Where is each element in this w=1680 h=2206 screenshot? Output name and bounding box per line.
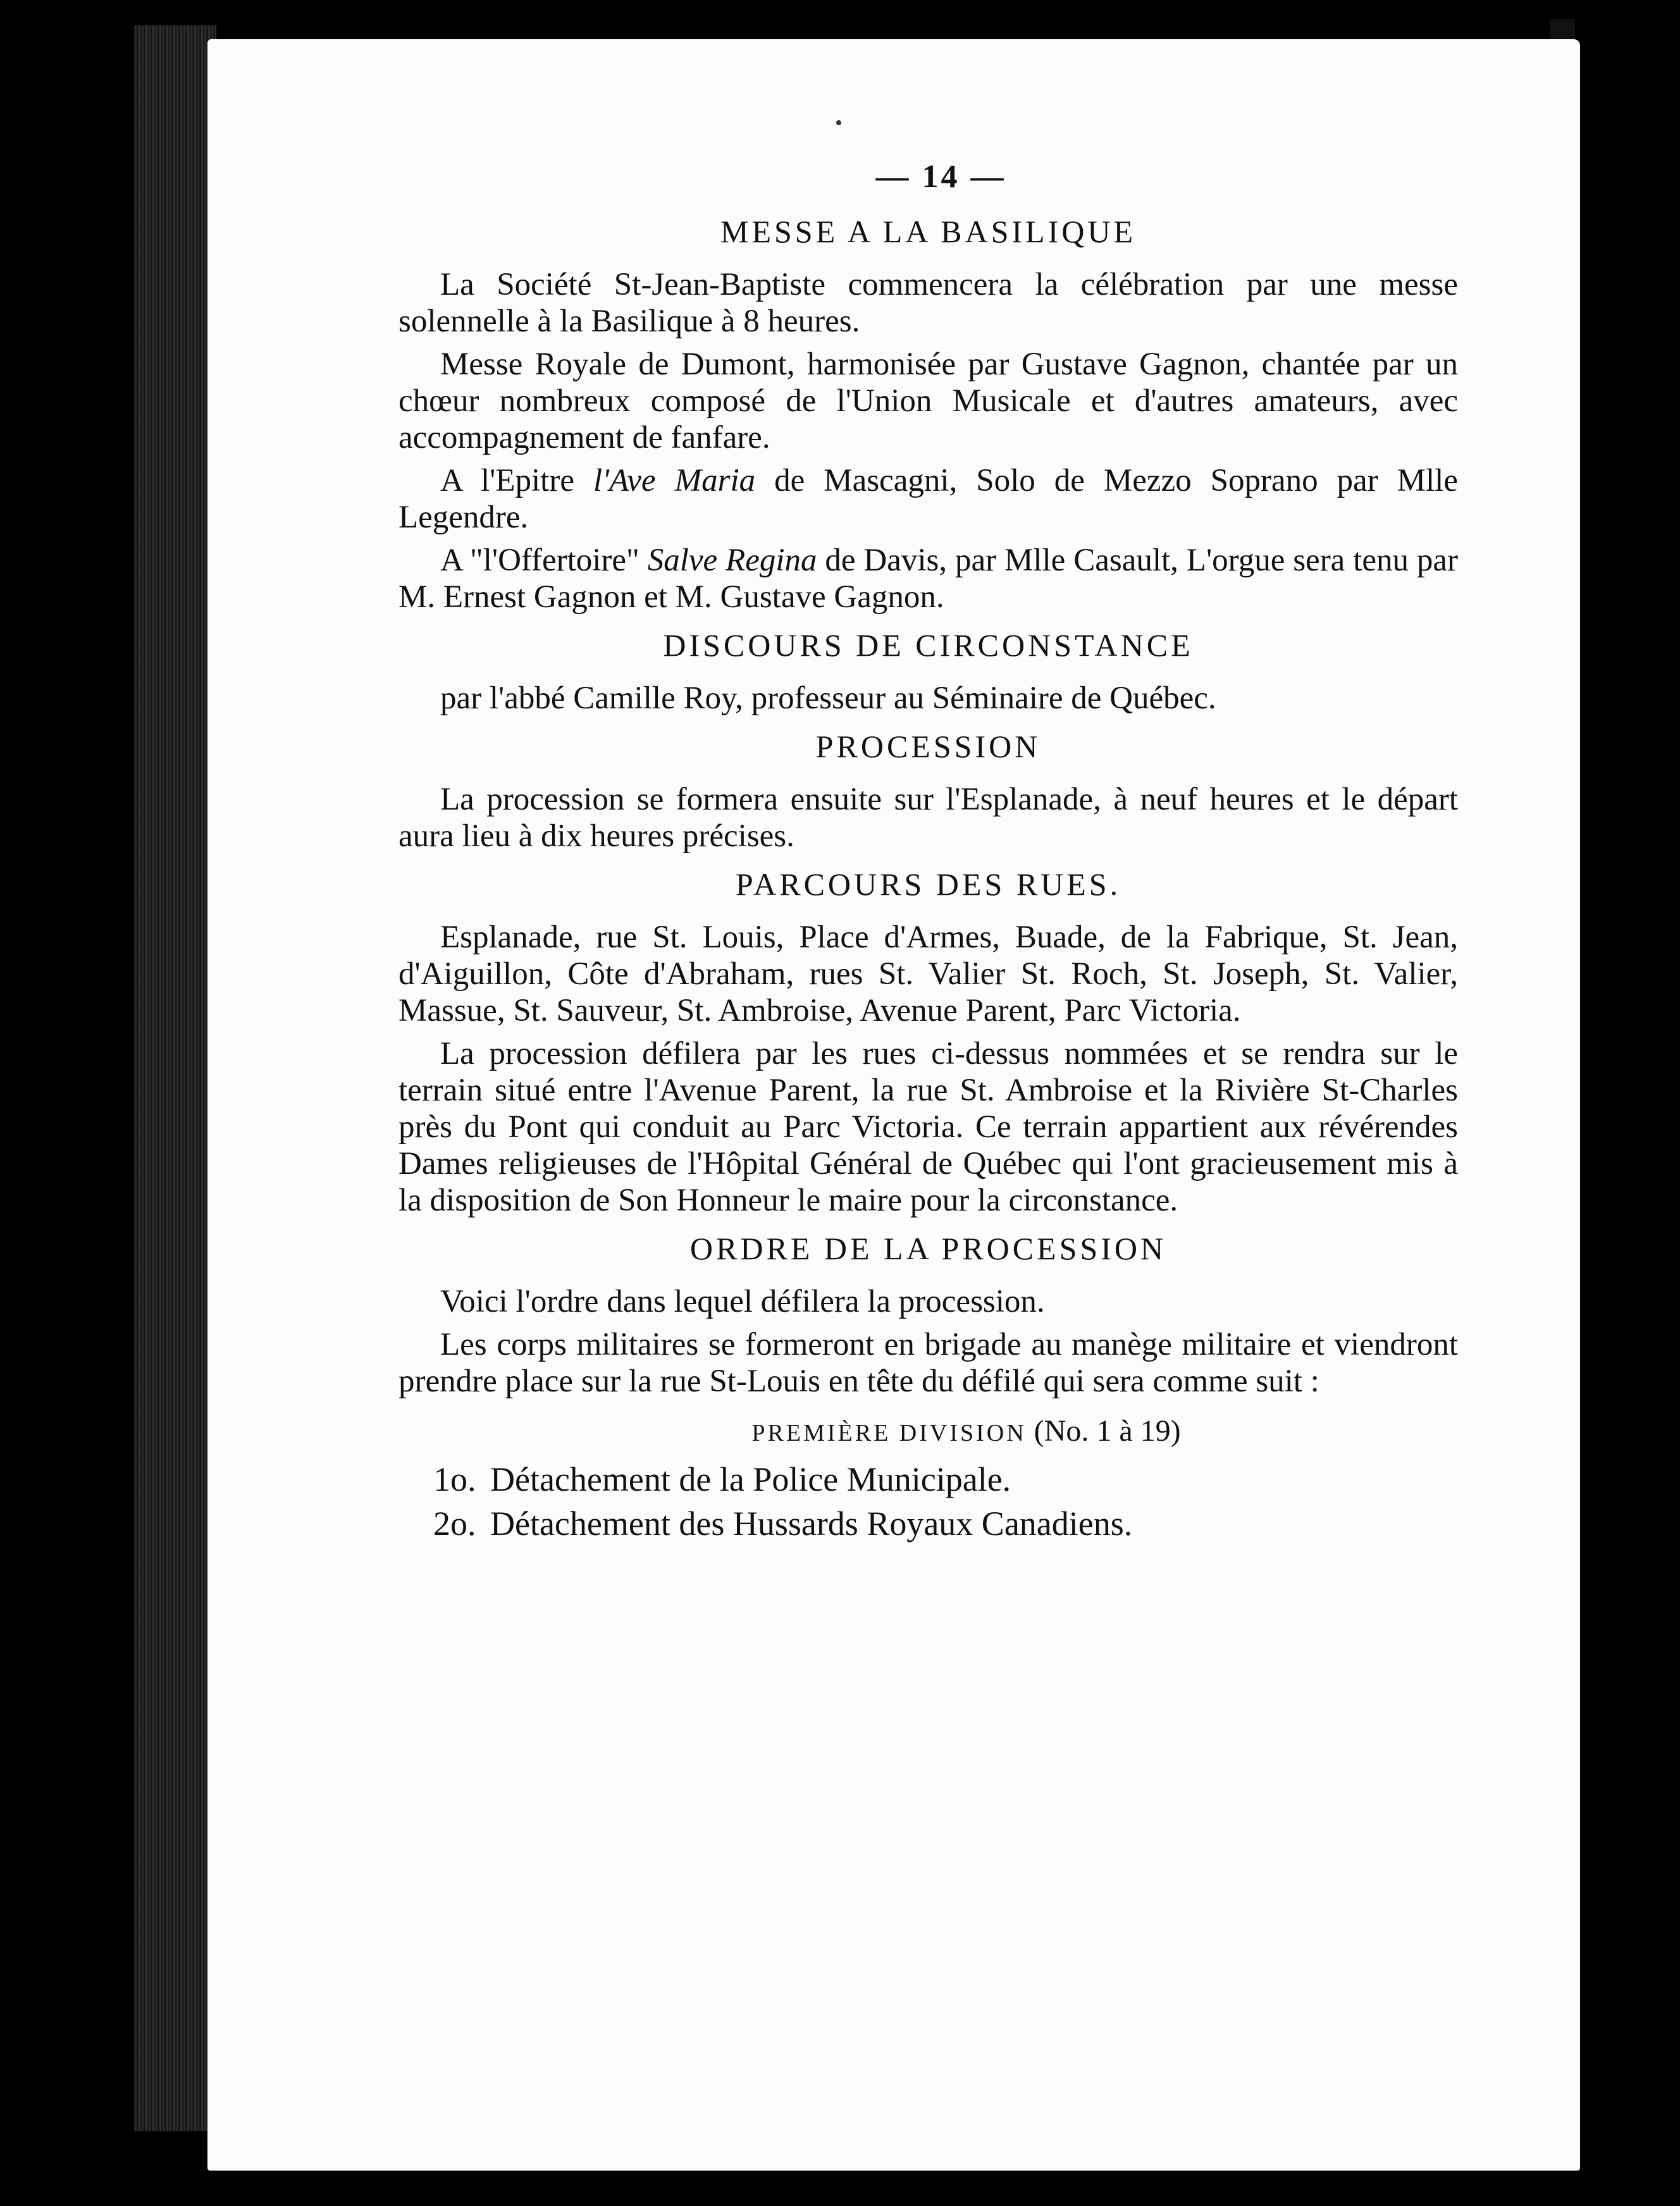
division-range: (No. 1 à 19): [1034, 1414, 1181, 1448]
paragraph-parcours-1: Esplanade, rue St. Louis, Place d'Armes, Buade, de la Fabrique, St. Jean, d'Aiguillon, Côte d'Abraham, rues St. Valier St. Roch, St. Joseph, St. Valier, Massue, St. Sauveur, St. Ambroise, Avenue Parent, Parc Victoria.: [398, 920, 1458, 1028]
epitre-text-rest: de Mascagni, Solo de Mezzo Soprano par Mlle Legendre.: [398, 463, 1458, 535]
list-item-number: 2o.: [433, 1505, 476, 1543]
ink-speck: [836, 120, 841, 125]
division-heading: [474, 1414, 1458, 1448]
paragraph-ordre-1: Voici l'ordre dans lequel défilera la procession.: [440, 1284, 1045, 1319]
offertoire-text: A "l'Offertoire": [440, 543, 648, 578]
heading-procession: PROCESSION: [815, 729, 1041, 764]
paragraph-messe-1: La Société St-Jean-Baptiste commencera la célébration par une messe solennelle à la Basilique à 8 heures.: [398, 267, 1458, 339]
list-item: [433, 1503, 1458, 1544]
epitre-text: A l'Epitre: [440, 463, 593, 498]
heading-ordre: ORDRE DE LA PROCESSION: [689, 1231, 1167, 1266]
paragraph-ordre-2: Les corps militaires se formeront en brigade au manège militaire et viendront prendre place sur la rue St-Louis en tête du défilé qui sera comme suit :: [398, 1327, 1458, 1399]
paragraph-offertoire: [398, 542, 1458, 615]
paragraph-procession: La procession se formera ensuite sur l'Esplanade, à neuf heures et le départ aura lieu à dix heures précises.: [398, 782, 1458, 854]
page-text: [398, 158, 1458, 1547]
paragraph-epitre: [398, 462, 1458, 536]
paragraph-parcours-2: La procession défilera par les rues ci-dessus nommées et se rendra sur le terrain situé entre l'Avenue Parent, la rue St. Ambroise et la Rivière St-Charles près du Pont qui conduit au Parc Victoria. Ce terrain appartient aux révérendes Dames religieuses de l'Hôpital Général de Québec qui l'ont gracieusement mis à la disposition de Son Honneur le maire pour la circonstance.: [398, 1036, 1458, 1218]
salve-regina-title: Salve Regina: [647, 543, 817, 578]
paragraph-discours: par l'abbé Camille Roy, professeur au Séminaire de Québec.: [440, 681, 1216, 716]
list-item-text: Détachement des Hussards Royaux Canadiens.: [490, 1505, 1133, 1543]
heading-discours: DISCOURS DE CIRCONSTANCE: [663, 627, 1194, 663]
heading-messe: MESSE A LA BASILIQUE: [720, 214, 1136, 249]
book-page-edges: [134, 25, 216, 2131]
list-item: [433, 1458, 1458, 1500]
list-item-number: 1o.: [433, 1460, 476, 1498]
page-number: — 14 —: [875, 159, 1006, 195]
division-label: PREMIÈRE DIVISION: [751, 1420, 1027, 1446]
paragraph-messe-2: Messe Royale de Dumont, harmonisée par Gustave Gagnon, chantée par un chœur nombreux composé de l'Union Musicale et d'autres amateurs, avec accompagnement de fanfare.: [398, 347, 1458, 455]
heading-parcours: PARCOURS DES RUES.: [735, 866, 1121, 902]
list-item-text: Détachement de la Police Municipale.: [490, 1460, 1011, 1498]
offertoire-text-rest: de Davis, par Mlle Casault, L'orgue sera tenu par M. Ernest Gagnon et M. Gustave Gagnon.: [398, 543, 1458, 615]
ave-maria-title: l'Ave Maria: [593, 463, 756, 498]
